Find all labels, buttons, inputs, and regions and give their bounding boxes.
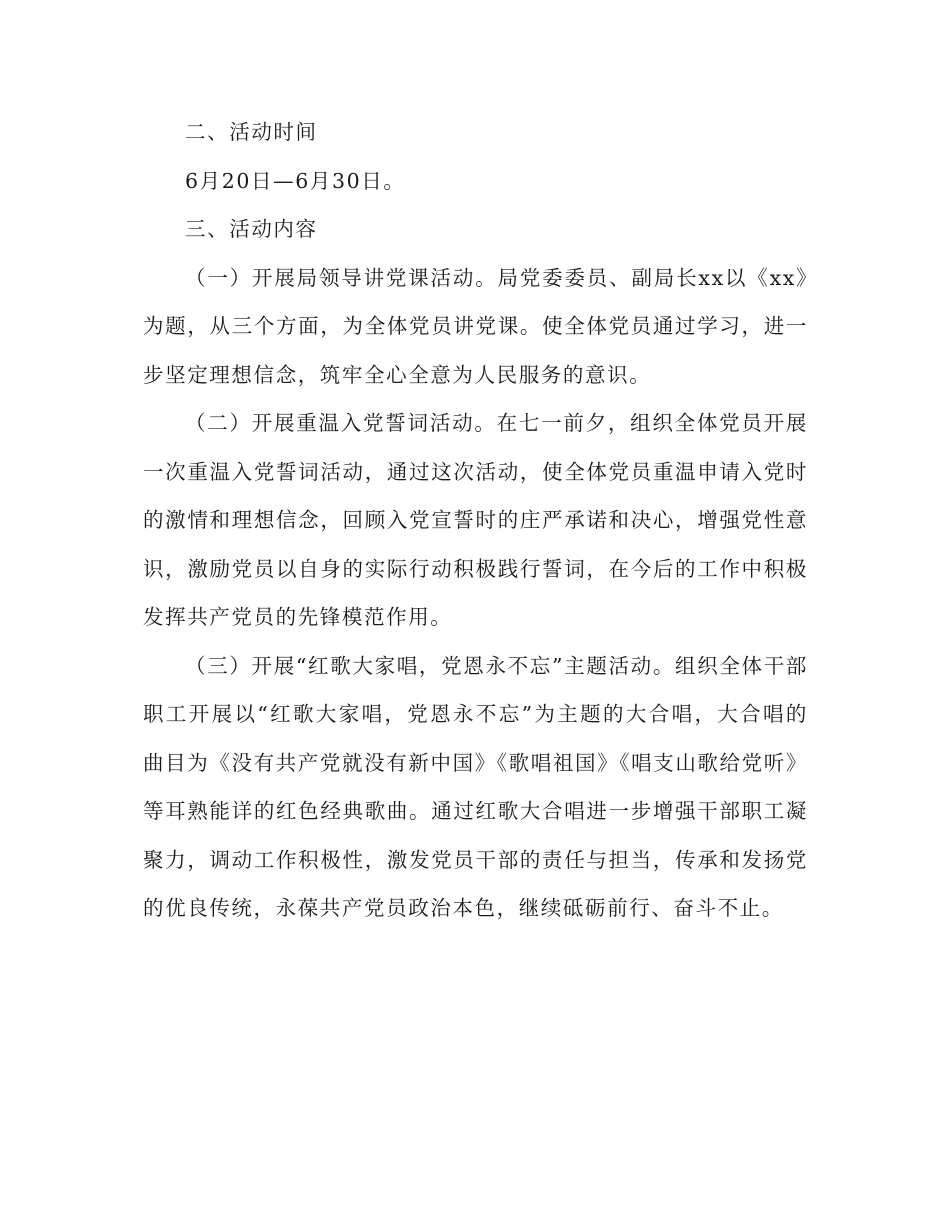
section-heading-activity-content: 三、活动内容 xyxy=(185,217,318,241)
activity-date-range: 6月20日—6月30日。 xyxy=(185,168,406,193)
section-heading-activity-time: 二、活动时间 xyxy=(185,120,318,144)
document-body xyxy=(143,108,808,933)
activity-item-red-song-chorus: （三）开展“红歌大家唱，党恩永不忘”主题活动。组织全体干部职工开展以“红歌大家唱，党恩永不忘”为主题的大合唱，大合唱的曲目为《没有共产党就没有新中国》《歌唱祖国》《唱支山歌给党听》等耳熟能详的红色经典歌曲。通过红歌大合唱进一步增强干部职工凝聚力，调动工作积极性，激发党员干部的责任与担当，传承和发扬党的优良传统，永葆共产党员政治本色，继续砥砺前行、奋斗不止。 xyxy=(143,653,808,920)
activity-item-oath-review: （二）开展重温入党誓词活动。在七一前夕，组织全体党员开展一次重温入党誓词活动，通过这次活动，使全体党员重温申请入党时的激情和理想信念，回顾入党宣誓时的庄严承诺和决心，增强党性意识，激励党员以自身的实际行动积极践行誓词，在今后的工作中积极发挥共产党员的先锋模范作用。 xyxy=(143,411,808,629)
activity-item-party-lecture: （一）开展局领导讲党课活动。局党委委员、副局长xx以《xx》为题，从三个方面，为全体党员讲党课。使全体党员通过学习，进一步坚定理想信念，筑牢全心全意为人民服务的意识。 xyxy=(143,265,808,387)
